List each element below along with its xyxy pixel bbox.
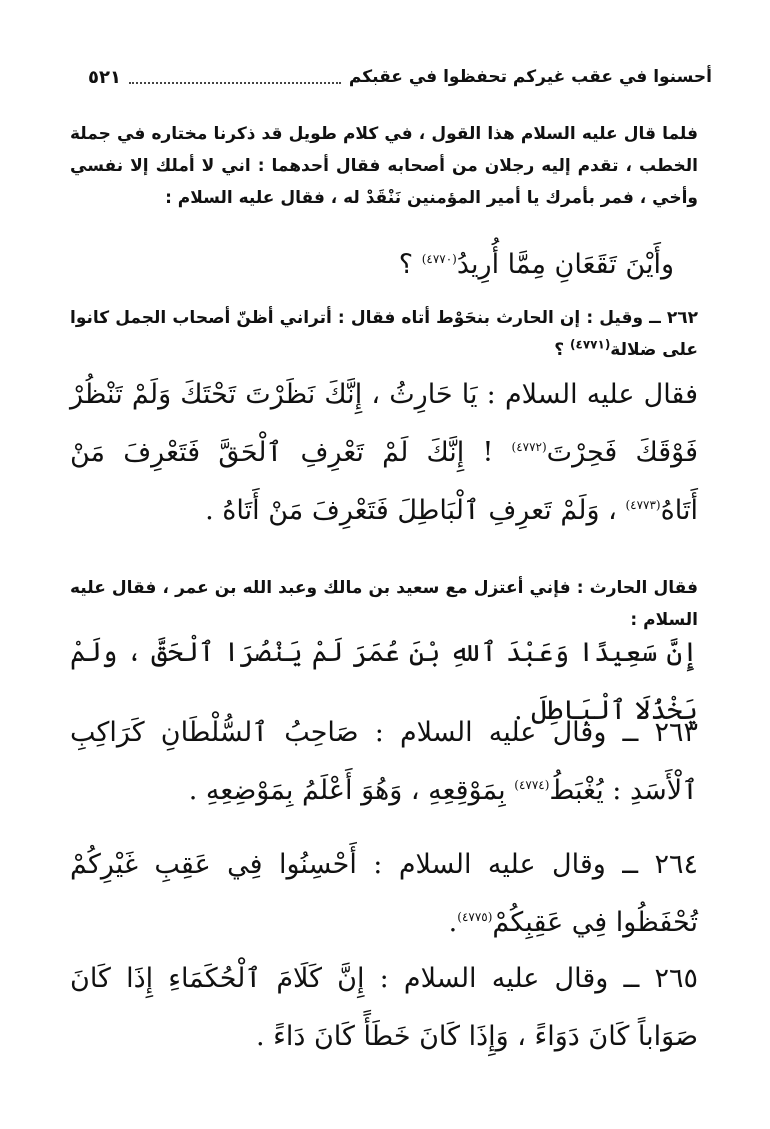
quote-text: ٢٦٤ ــ وقال عليه السلام : أَحْسِنُوا فِي عَقِبِ غَيْرِكُمْ تُحْفَظُوا فِي عَقِبِكُمْ [70, 849, 698, 938]
page-number: ٥٢١ [88, 66, 121, 88]
quote-text: بِمَوْقِعِهِ ، وَهُوَ أَعْلَمُ بِمَوْضِعِهِ . [188, 775, 515, 806]
quote-text: فقال عليه السلام : يَا حَارِثُ ، إِنَّكَ نَظَرْتَ تَحْتَكَ وَلَمْ تَنْظُرْ فَوْقَكَ فَحِرْتَ [70, 379, 699, 468]
quote-end: . [448, 907, 458, 938]
quote-text: ، وَلَمْ تَعرِفِ ٱلْبَاطِلَ فَتَعْرِفَ مَنْ أَتَاهُ . [205, 495, 626, 526]
saying-265 [70, 950, 698, 1066]
quote-text: ٢٦٥ ــ وقال عليه السلام : إِنَّ كَلَامَ ٱلْحُكَمَاءِ إِذَا كَانَ صَوَاباً كَانَ دَوَاءً ، وَإِذَا كَانَ خَطَأً كَانَ دَاءً . [70, 963, 698, 1052]
quote-end: ؟ [398, 249, 422, 280]
quote-text: ٢٦٣ ــ وقال عليه السلام : صَاحِبُ ٱلسُّلْطَانِ كَرَاكِبِ ٱلْأَسَدِ : يُغْبَطُ [70, 717, 698, 806]
narrative-text: ٢٦٢ ــ وقيل : إن الحارث بنحَوْط أتاه فقال : أتراني أظنّ أصحاب الجمل كانوا على ضلالة [70, 308, 698, 360]
saying-263 [70, 704, 698, 820]
narrative-text: فقال الحارث : فإني أعتزل مع سعيد بن مالك وعبد الله بن عمر ، فقال عليه السلام : [70, 578, 698, 630]
footnote-marker: (٤٧٧٣) [625, 498, 661, 512]
quote-text: وأَيْنَ تَقَعَانِ مِمَّا أُرِيدُ [456, 249, 674, 280]
running-header [88, 62, 712, 92]
header-title: أحسنوا في عقب غيركم تحفظوا في عقبكم [348, 67, 712, 87]
saying-quote-1 [70, 236, 674, 294]
narrative-end: ؟ [554, 340, 571, 360]
quote-text: ! إِنَّكَ لَمْ تَعْرِفِ ٱلْحَقَّ فَتَعْرِفَ مَنْ أَتَاهُ [70, 437, 698, 526]
saying-262-quote [70, 366, 698, 540]
footnote-marker: (٤٧٧٢) [511, 440, 547, 454]
header-dot-leader [129, 70, 341, 84]
saying-264 [70, 836, 698, 952]
footnote-marker: (٤٧٧١) [570, 337, 611, 352]
footnote-marker: (٤٧٧٤) [514, 778, 550, 792]
narrative-text: فلما قال عليه السلام هذا القول ، في كلام طويل قد ذكرنا مختاره في جملة الخطب ، تقدم إليه رجلان من أصحابه فقال أحدهما : اني لا أملك إلا نفسي وأخي ، فمر بأمرك يا أمير المؤمنين نَنْقَدْ له ، فقال عليه السلام : [70, 124, 698, 208]
footnote-marker: (٤٧٧٠) [421, 252, 457, 266]
narrative-paragraph-1 [70, 118, 698, 214]
saying-262-intro [70, 302, 698, 366]
quote-text: إِنَّ سَعِيدًا وَعَبْدَ ٱللهِ بْنَ عُمَرَ لَمْ يَنْصُرَا ٱلْحَقَّ ، ولَمْ يَخْذُلَا ٱلْبَاطِلَ . [70, 637, 698, 726]
footnote-marker: (٤٧٧٥) [457, 910, 493, 924]
